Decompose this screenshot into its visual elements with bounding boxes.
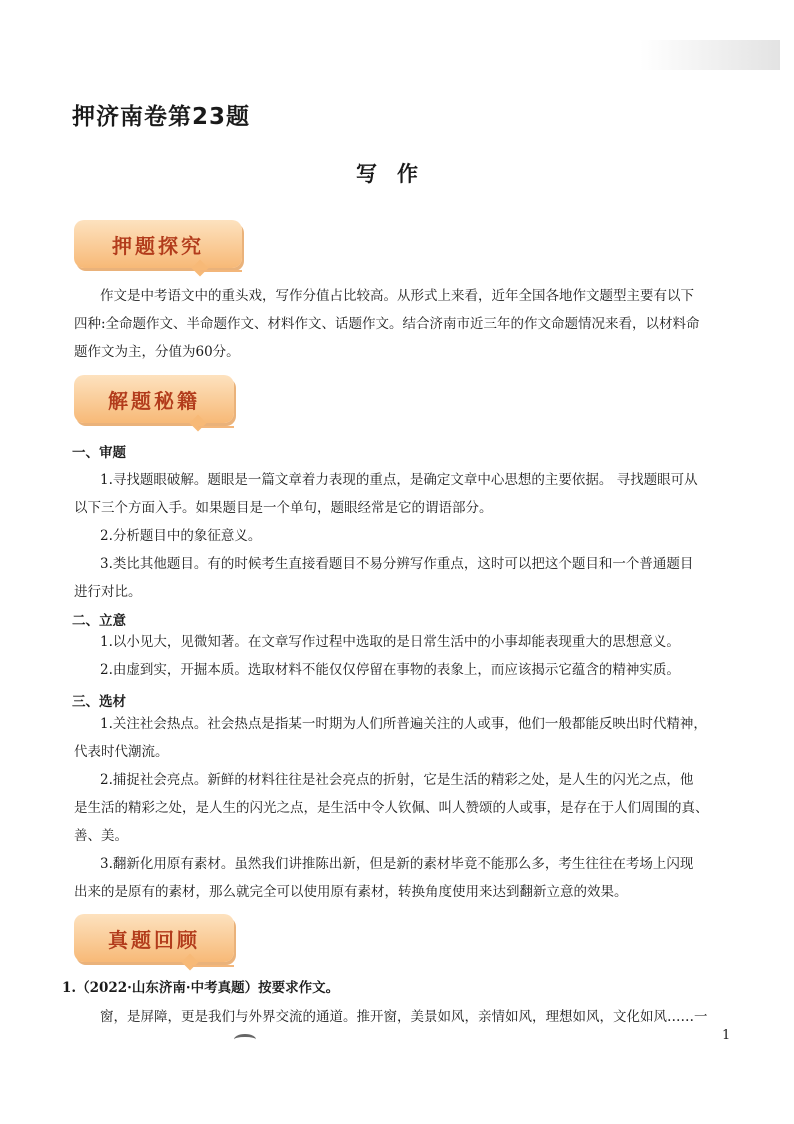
subheading: 二、立意 — [72, 613, 126, 629]
tip-line: 3.类比其他题目。有的时候考生直接看题目不易分辨写作重点，这时可以把这个题目和一个普通题目 — [100, 556, 694, 572]
question-title: 1.（2022·山东济南·中考真题）按要求作文。 — [62, 980, 340, 996]
tip-line: 进行对比。 — [74, 584, 142, 600]
tip-line: 以下三个方面入手。如果题目是一个单句，题眼经常是它的谓语部分。 — [74, 500, 493, 516]
explore-paragraph — [74, 282, 734, 366]
tip-line: 3.翻新化用原有素材。虽然我们讲推陈出新，但是新的素材毕竟不能那么多，考生往往在考场上闪现 — [100, 856, 694, 872]
tip-line: 1.关注社会热点。社会热点是指某一时期为人们所普遍关注的人或事，他们一般都能反映出时代精神， — [100, 716, 707, 732]
badge-label: 解题秘籍 — [74, 375, 234, 423]
footer-arc-icon — [234, 1034, 256, 1045]
paragraph-line: 作文是中考语文中的重头戏，写作分值占比较高。从形式上来看，近年全国各地作文题型主要有以下 — [100, 288, 694, 304]
subheading: 一、审题 — [72, 445, 126, 461]
paragraph-line: 四种:全命题作文、半命题作文、材料作文、话题作文。结合济南市近三年的作文命题情况来看，以材料命 — [74, 316, 700, 332]
tip-line: 2.分析题目中的象征意义。 — [100, 528, 262, 544]
tips-group-2 — [74, 628, 734, 684]
section-divider — [200, 270, 242, 272]
tip-line: 2.捕捉社会亮点。新鲜的材料往往是社会亮点的折射，它是生活的精彩之处，是人生的闪光之点，他 — [100, 772, 694, 788]
page-number: 1 — [722, 1028, 731, 1043]
tip-line: 出来的是原有的素材，那么就完全可以使用原有素材，转换角度使用来达到翻新立意的效果。 — [74, 884, 628, 900]
badge-label: 真题回顾 — [74, 914, 234, 962]
section-divider — [192, 965, 234, 967]
section-divider — [198, 426, 234, 428]
header-decoration — [640, 40, 780, 70]
paragraph-line: 题作文为主，分值为60分。 — [74, 344, 240, 360]
tip-line: 善、美。 — [74, 828, 128, 844]
tip-line: 是生活的精彩之处，是人生的闪光之点，是生活中令人钦佩、叫人赞颂的人或事，是存在于人们周围的真、 — [74, 800, 709, 816]
subheading: 三、选材 — [72, 694, 126, 710]
badge-label: 押题探究 — [74, 220, 242, 268]
tip-line: 代表时代潮流。 — [74, 744, 169, 760]
tips-group-1 — [74, 466, 734, 606]
tips-group-3 — [74, 710, 734, 906]
tip-line: 1.寻找题眼破解。题眼是一篇文章着力表现的重点，是确定文章中心思想的主要依据。 寻找题眼可从 — [100, 472, 698, 488]
question-text: 窗，是屏障，更是我们与外界交流的通道。推开窗，美景如风，亲情如风，理想如风，文化如风……一 — [100, 1009, 708, 1025]
document-title: 写作 — [356, 162, 438, 186]
tip-line: 2.由虚到实，开掘本质。选取材料不能仅仅停留在事物的表象上，而应该揭示它蕴含的精神实质。 — [100, 662, 680, 678]
tip-line: 1.以小见大，见微知著。在文章写作过程中选取的是日常生活中的小事却能表现重大的思想意义。 — [100, 634, 680, 650]
page-heading: 押济南卷第23题 — [72, 104, 251, 130]
